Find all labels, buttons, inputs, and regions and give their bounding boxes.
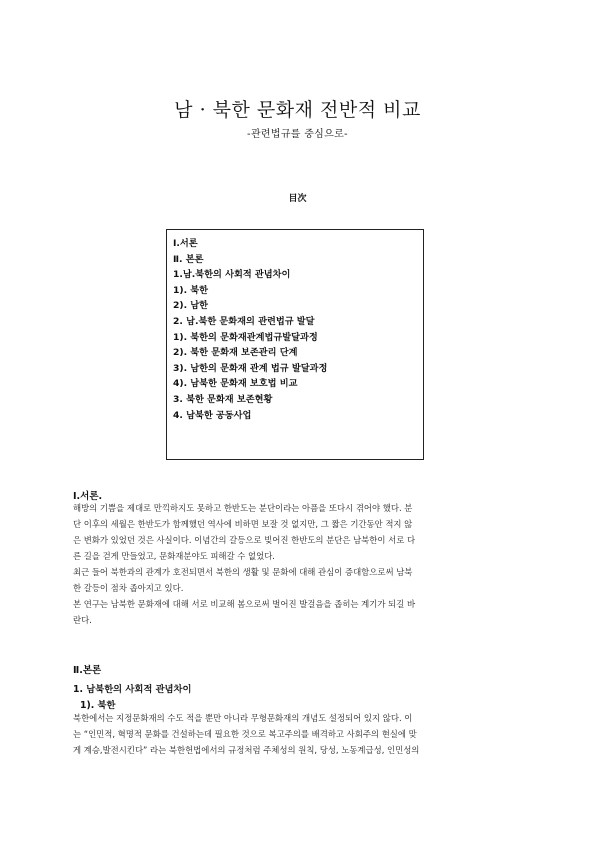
- paragraph-line: 른 길을 걷게 만들었고, 문화재분야도 피해갈 수 없었다.: [73, 551, 275, 561]
- paragraph-line: 은 변화가 있었던 것은 사실이다. 이념간의 갈등으로 빚어진 한반도의 분단은 남북한이 서로 다: [73, 535, 416, 545]
- toc-item: 4). 남북한 문화재 보호법 비교: [173, 378, 298, 390]
- toc-item: 1.남.북한의 사회적 관념차이: [173, 269, 291, 281]
- toc-item: 3). 남한의 문화재 관계 법규 발달과정: [173, 362, 328, 374]
- paragraph-line: 한 갈등이 점차 좁아지고 있다.: [73, 583, 184, 593]
- toc-heading: 目次: [288, 194, 307, 204]
- body-paragraph: [73, 710, 525, 758]
- section-heading: 1. 남북한의 사회적 관념차이: [73, 684, 192, 695]
- body-heading: Ⅱ.본론: [73, 665, 102, 676]
- paragraph-line: 게 계승,발전시킨다” 라는 북한헌법에서의 규정처럼 주체성의 원칙, 당성, 노동계급성, 인민성의: [73, 745, 420, 755]
- toc-item: 2. 남.북한 문화재의 관련법규 발달: [173, 315, 315, 327]
- paragraph-line: 단 이후의 세월은 한반도가 함께했던 역사에 비하면 보잘 것 없지만, 그 짧은 기간동안 적지 않: [73, 519, 413, 529]
- toc-item: Ⅰ.서론: [173, 238, 198, 249]
- toc-item: 4. 남북한 공동사업: [173, 409, 252, 421]
- paragraph-line: 최근 들어 북한과의 관계가 호전되면서 북한의 생활 및 문화에 대해 관심이 증대함으로써 남북: [73, 567, 413, 577]
- toc-item: 2). 남한: [173, 300, 209, 312]
- paragraph-line: 란다.: [73, 615, 92, 625]
- paragraph-line: 해방의 기쁨을 제대로 만끽하지도 못하고 한반도는 분단이라는 아픔을 또다시 겪어야 했다. 분: [73, 503, 413, 513]
- intro-heading: Ⅰ.서론.: [73, 491, 103, 502]
- toc-item: 2). 북한 문화재 보존관리 단계: [173, 347, 298, 359]
- document-subtitle: -관련법규를 중심으로-: [247, 129, 348, 140]
- toc-item: Ⅱ. 본론: [173, 253, 204, 265]
- paragraph-line: 북한에서는 지정문화재의 수도 적을 뿐만 아니라 무형문화재의 개념도 설정되어 있지 않다. 이: [73, 713, 413, 723]
- paragraph-line: 본 연구는 남북한 문화재에 대해 서로 비교해 봄으로써 벌어진 발걸음을 좁히는 계기가 되길 바: [73, 599, 416, 609]
- table-of-contents: [166, 229, 424, 460]
- toc-item: 1). 북한의 문화재관계법규발달과정: [173, 331, 318, 343]
- intro-paragraph: [73, 500, 525, 628]
- toc-item: 3. 북한 문화재 보존현황: [173, 393, 273, 405]
- subsection-heading: 1). 북한: [80, 700, 116, 711]
- toc-item: 1). 북한: [173, 284, 209, 296]
- document-title: 남 · 북한 문화재 전반적 비교: [174, 99, 421, 121]
- paragraph-line: 는 “인민적, 혁명적 문화를 건설하는데 필요한 것으로 복고주의를 배격하고 사회주의 현실에 맞: [73, 729, 417, 739]
